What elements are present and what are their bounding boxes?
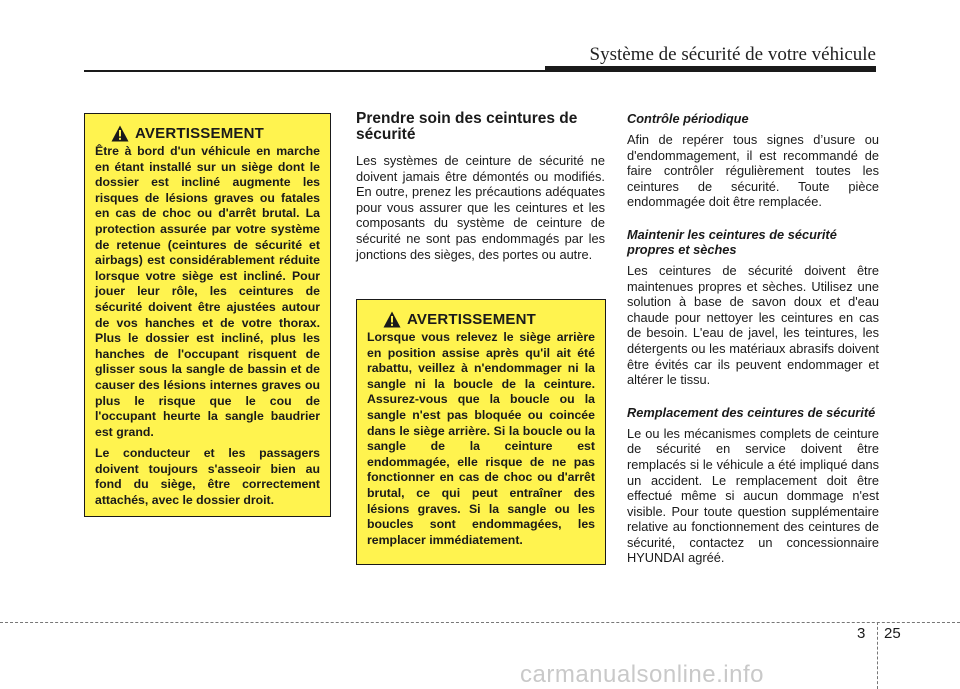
warning-paragraph: Le conducteur et les passagers doivent toujours s'asseoir bien au fond du siège, être correctement attachés, avec le dossier droit. [95, 446, 320, 508]
page-header-title: Système de sécurité de votre véhicule [589, 44, 876, 65]
warning-title: AVERTISSEMENT [407, 310, 537, 328]
watermark: carmanualsonline.info [520, 661, 764, 688]
warning-box-rear-seat [356, 299, 606, 565]
body-paragraph: Afin de repérer tous signes d’usure ou d'endommagement, il est recommandé de faire contrôler régulièrement toutes les ceintures de sécurité. Toute pièce endommagée doit être remplacée. [627, 132, 879, 210]
footer-divider [877, 622, 878, 689]
chapter-number: 3 [857, 625, 866, 642]
warning-box-seat-recline [84, 113, 331, 517]
right-column [627, 111, 879, 566]
warning-title: AVERTISSEMENT [135, 124, 265, 142]
warning-paragraph: Lorsque vous relevez le siège arrière en position assise après qu'il ait été rabattu, veillez à n'endommager ni la sangle ni la boucle de la ceinture. Assurez-vous que la boucle ou la sangle n'est pas bloquée ou coincée dans le siège arrière. Si la boucle ou la sangle de la ceinture est endommagée, elle risque de ne pas fonctionner en cas de choc ou d'arrêt brutal, ce qui peut entraîner des lésions graves. Si la sangle ou les boucles sont endommagées, les remplacer immédiatement. [367, 330, 595, 547]
warning-triangle-icon [111, 125, 129, 142]
footer-rule [0, 622, 960, 623]
section-title: Prendre soin des ceintures de sécurité [356, 110, 578, 143]
subsection-title: Contrôle périodique [627, 111, 749, 126]
page-number: 25 [884, 625, 901, 642]
header-rule-accent [545, 66, 876, 72]
warning-header [383, 308, 595, 330]
subsection-title: Remplacement des ceintures de sécurité [627, 404, 876, 420]
warning-paragraph: Être à bord d'un véhicule en marche en étant installé sur un siège dont le dossier est incliné augmente les risques de lésions graves ou fatales en cas de choc ou d'arrêt brutal. La protection assurée par votre système de retenue (ceintures de sécurité et airbags) est considérablement réduite lorsque votre siège est incliné. Pour jouer leur rôle, les ceintures de sécurité doivent être ajustées autour de vos hanches et de votre thorax. Plus le dossier est incliné, plus les hanches de l'occupant risquent de glisser sous la sangle de bassin et de causer des lésions internes graves ou plus le risque que le cou de l'occupant heurte la sangle baudrier est grand. [95, 144, 320, 439]
body-paragraph: Le ou les mécanismes complets de ceinture de sécurité en service doivent être remplacés si le véhicule a été impliqué dans un accident. Le remplacement doit être effectué même si aucun dommage n'est visible. Pour toute question supplémentaire relative au fonctionnement des ceintures de sécurité, contactez un concessionnaire HYUNDAI agréé. [627, 425, 879, 566]
body-paragraph: Les ceintures de sécurité doivent être maintenues propres et sèches. Utilisez une solution à base de savon doux et d'eau chaude pour nettoyer les ceintures en cas de besoin. L'eau de javel, les teintures, les détergents ou les matériaux abrasifs doivent être évités car ils peuvent endommager et altérer le tissu. [627, 262, 879, 388]
body-paragraph: Les systèmes de ceinture de sécurité ne doivent jamais être démontés ou modifiés. En outre, prenez les précautions adéquates pour vous assurer que les ceintures et les composants du système de ceinture de sécurité ne sont pas endommagés par les jonctions des sièges, des portes ou autre. [356, 153, 605, 262]
warning-triangle-icon [383, 311, 401, 328]
middle-column [356, 111, 605, 262]
subsection-title: Maintenir les ceintures de sécurité propres et sèches [627, 226, 837, 257]
warning-header [111, 122, 320, 144]
